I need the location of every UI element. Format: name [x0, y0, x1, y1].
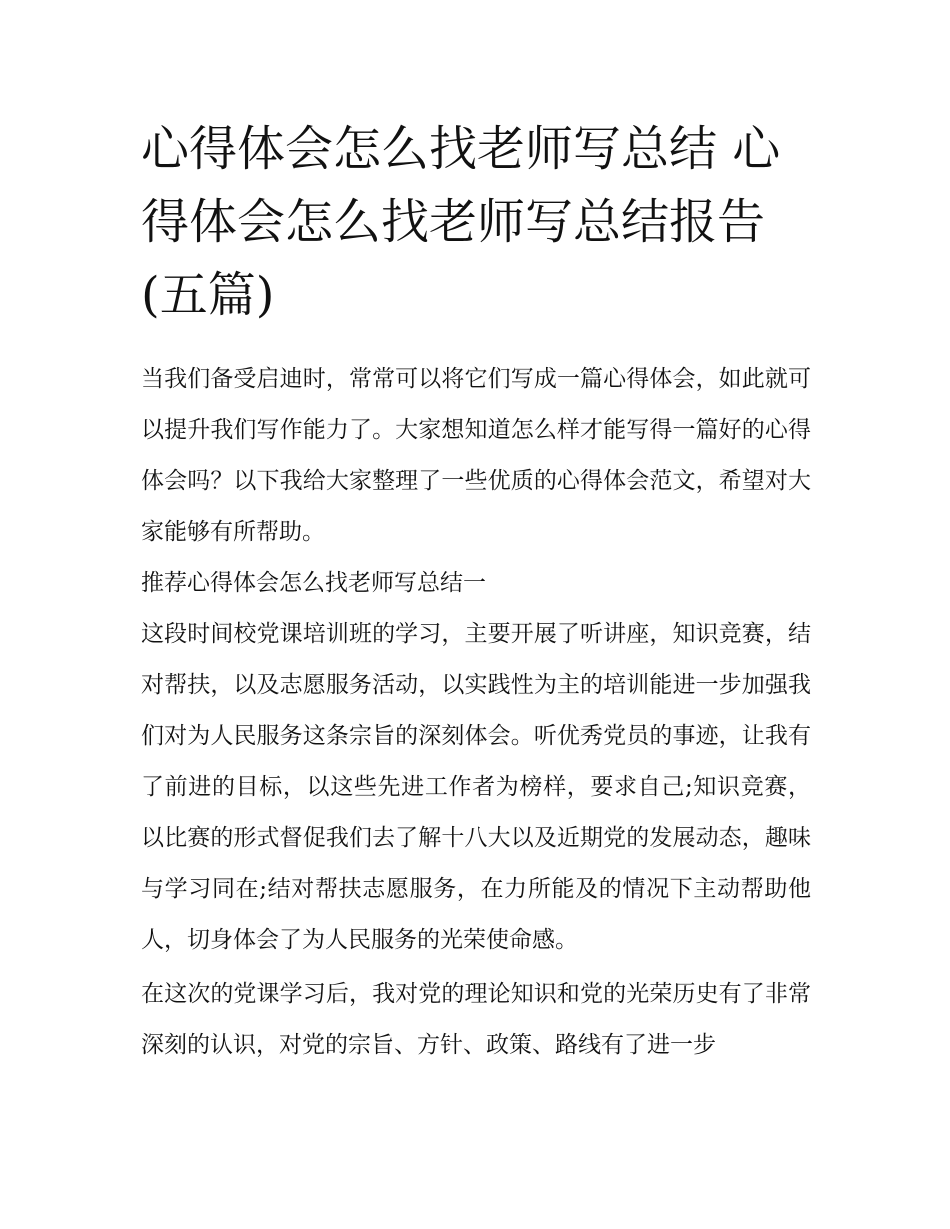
intro-paragraph: 当我们备受启迪时，常常可以将它们写成一篇心得体会，如此就可以提升我们写作能力了。大家想知道怎么样才能写得一篇好的心得体会吗？以下我给大家整理了一些优质的心得体会范文，希望对大家能够有所帮助。	[141, 366, 811, 545]
document-body	[141, 354, 811, 1071]
section-heading: 推荐心得体会怎么找老师写总结一	[141, 570, 486, 596]
document-title: 心得体会怎么找老师写总结 心得体会怎么找老师写总结报告(五篇)	[141, 121, 781, 323]
body-paragraph-1: 这段时间校党课培训班的学习，主要开展了听讲座，知识竞赛，结对帮扶，以及志愿服务活动，以实践性为主的培训能进一步加强我们对为人民服务这条宗旨的深刻体会。听优秀党员的事迹，让我有了前进的目标，以这些先进工作者为榜样，要求自己;知识竞赛，以比赛的形式督促我们去了解十八大以及近期党的发展动态，趣味与学习同在;结对帮扶志愿服务，在力所能及的情况下主动帮助他人，切身体会了为人民服务的光荣使命感。	[141, 621, 811, 953]
body-paragraph-2: 在这次的党课学习后，我对党的理论知识和党的光荣历史有了非常深刻的认识，对党的宗旨、方针、政策、路线有了进一步	[141, 981, 811, 1058]
